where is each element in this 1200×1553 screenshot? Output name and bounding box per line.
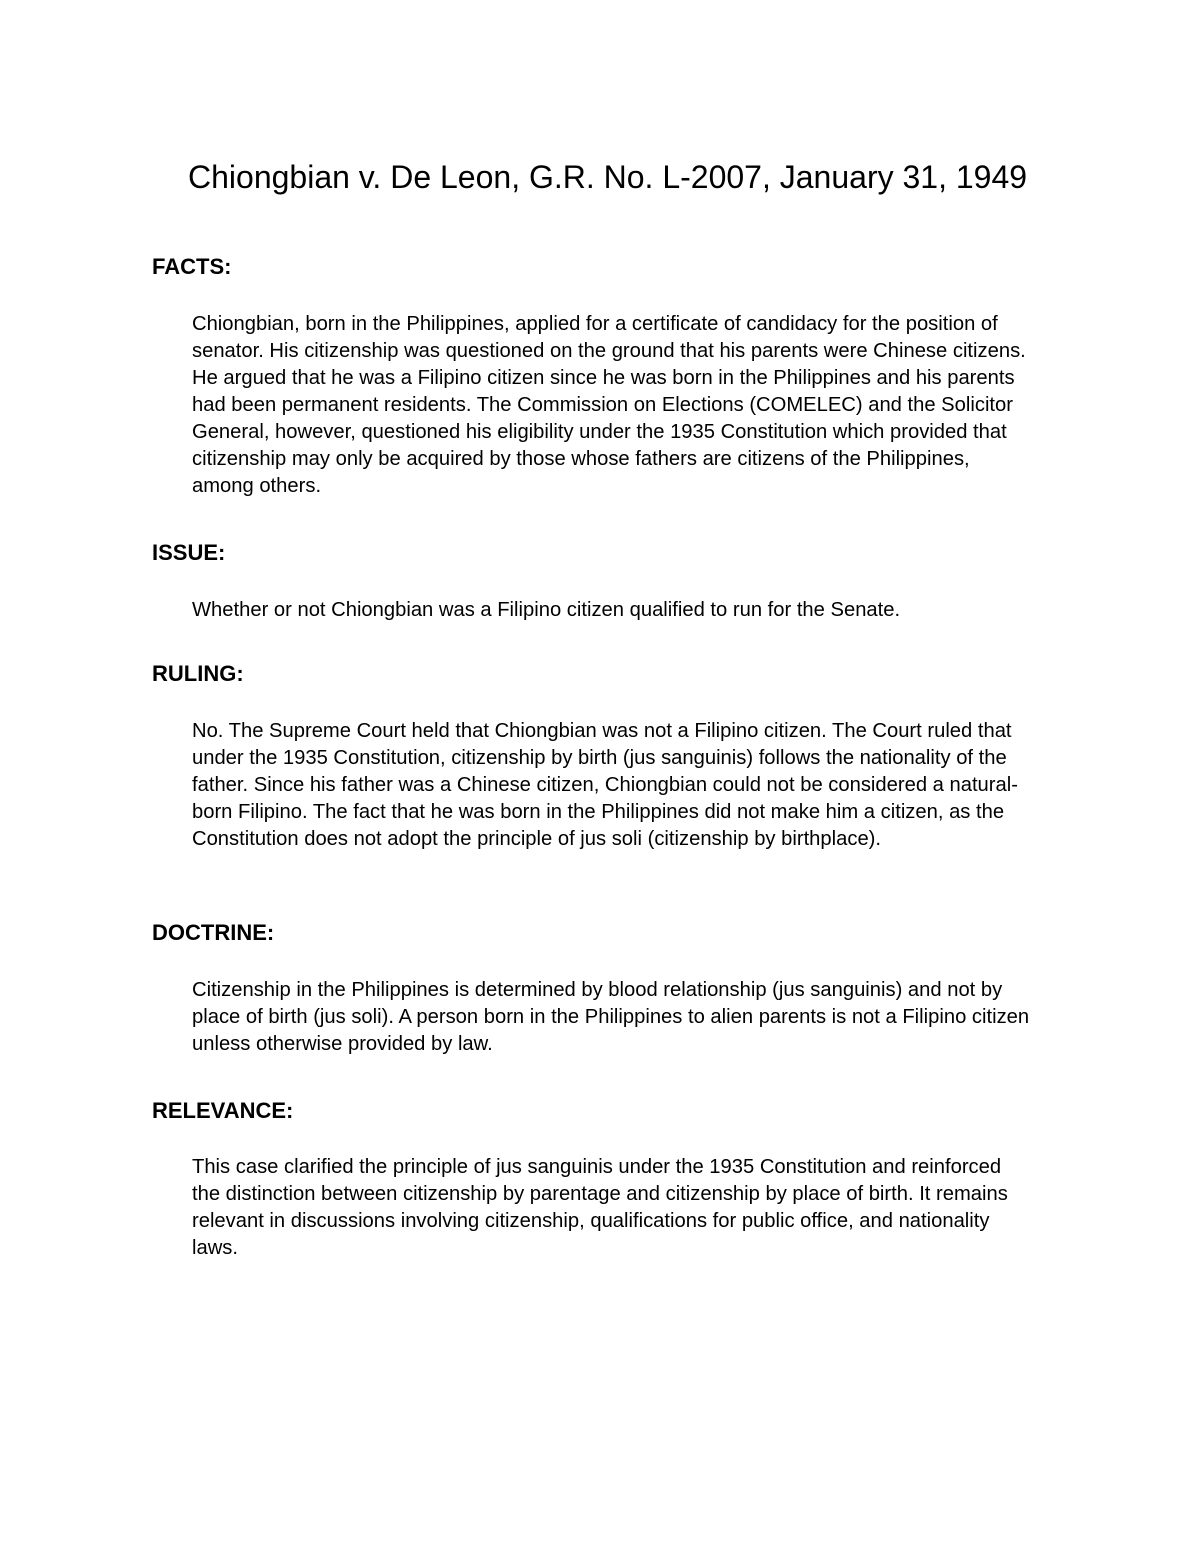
ruling-paragraph: No. The Supreme Court held that Chiongbian was not a Filipino citizen. The Court ruled that under the 1935 Constitution, citizenship by birth (jus sanguinis) follows the nationality of the father. Since his father was a Chinese citizen, Chiongbian could not be considered a natural-born Filipino. The fact that he was born in the Philippines did not make him a citizen, as the Constitution does not adopt the principle of jus soli (citizenship by birthplace). [192, 720, 1018, 850]
doctrine-paragraph: Citizenship in the Philippines is determined by blood relationship (jus sanguinis) and not by place of birth (jus soli). A person born in the Philippines to alien parents is not a Filipino citizen unless otherwise provided by law. [192, 979, 1030, 1055]
relevance-heading: RELEVANCE: [152, 1098, 294, 1123]
issue-paragraph: Whether or not Chiongbian was a Filipino citizen qualified to run for the Senate. [192, 599, 901, 621]
doctrine-heading: DOCTRINE: [152, 920, 275, 945]
issue-heading: ISSUE: [152, 540, 226, 565]
ruling-heading: RULING: [152, 661, 244, 686]
facts-paragraph: Chiongbian, born in the Philippines, applied for a certificate of candidacy for the position of senator. His citizenship was questioned on the ground that his parents were Chinese citizens. He argued that he was a Filipino citizen since he was born in the Philippines and his parents had been permanent residents. The Commission on Elections (COMELEC) and the Solicitor General, however, questioned his eligibility under the 1935 Constitution which provided that citizenship may only be acquired by those whose fathers are citizens of the Philippines, among others. [192, 313, 1026, 497]
document-title: Chiongbian v. De Leon, G.R. No. L-2007, January 31, 1949 [188, 159, 1028, 195]
facts-heading: FACTS: [152, 254, 232, 279]
relevance-paragraph: This case clarified the principle of jus sanguinis under the 1935 Constitution and reinforced the distinction between citizenship by parentage and citizenship by place of birth. It remains relevant in discussions involving citizenship, qualifications for public office, and nationality laws. [192, 1156, 1008, 1259]
